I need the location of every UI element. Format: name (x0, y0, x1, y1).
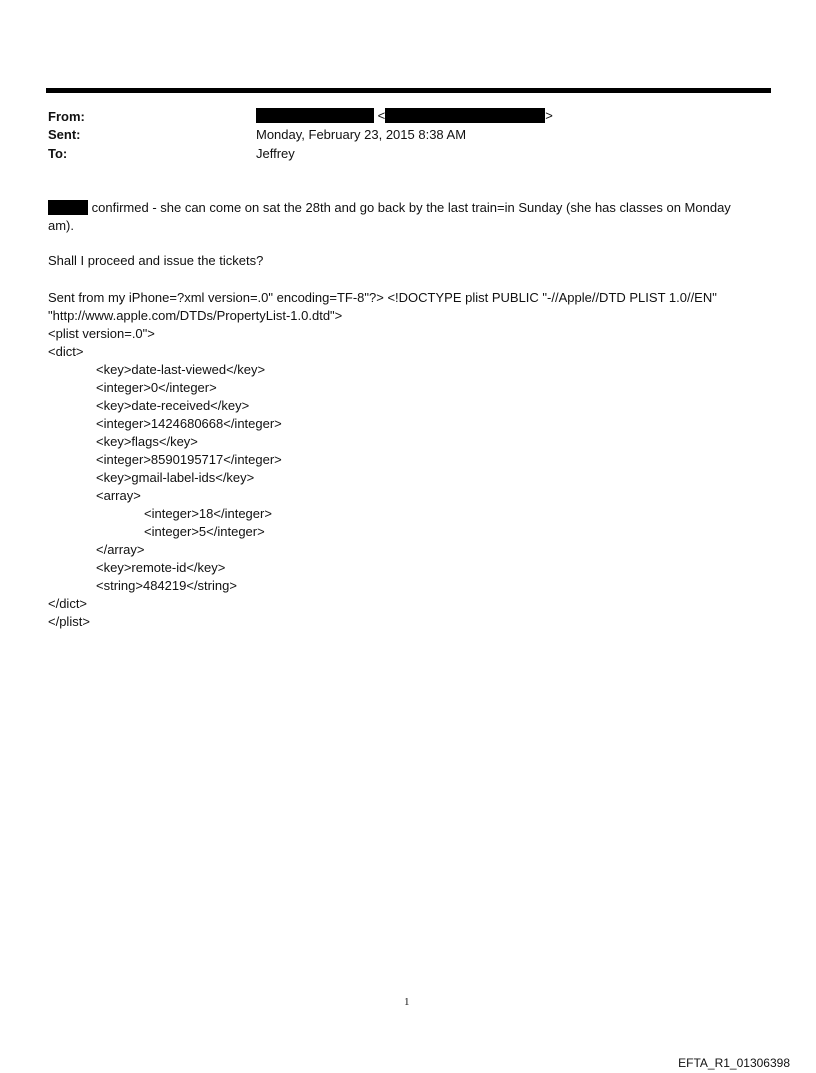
from-lt: < (377, 108, 386, 123)
sent-from-line-1: Sent from my iPhone=?xml version=.0" encoding=TF-8"?> <!DOCTYPE plist PUBLIC "-//Apple//DTD PLIST 1.0//EN" (48, 290, 717, 305)
sent-label: Sent: (48, 127, 81, 142)
plist-close: </plist> (48, 614, 90, 629)
plist-key: <key>date-received</key> (96, 398, 250, 413)
to-value: Jeffrey (256, 146, 295, 161)
array-open: <array> (96, 488, 141, 503)
dict-open: <dict> (48, 344, 84, 359)
from-value (256, 108, 553, 123)
plist-value: <integer>0</integer> (96, 380, 217, 395)
plist-value: <integer>8590195717</integer> (96, 452, 282, 467)
message-line-1-text: confirmed - she can come on sat the 28th and go back by the last train=in Sunday (she has classes on Monday (91, 200, 731, 215)
plist-key: <key>date-last-viewed</key> (96, 362, 266, 377)
page-number: 1 (404, 996, 410, 1008)
header-rule (46, 88, 771, 93)
plist-value: <string>484219</string> (96, 578, 237, 593)
array-item: <integer>18</integer> (144, 506, 272, 521)
from-label: From: (48, 109, 85, 124)
document-id: EFTA_R1_01306398 (678, 1056, 790, 1070)
to-label: To: (48, 146, 68, 161)
message-line-2: am). (48, 218, 74, 233)
array-item: <integer>5</integer> (144, 524, 265, 539)
sent-value: Monday, February 23, 2015 8:38 AM (256, 127, 467, 142)
array-close: </array> (96, 542, 145, 557)
redacted-sender-name (256, 108, 374, 123)
redacted-sender-email (385, 108, 545, 123)
message-question: Shall I proceed and issue the tickets? (48, 253, 264, 268)
sent-from-line-2: "http://www.apple.com/DTDs/PropertyList-1.0.dtd"> (48, 308, 343, 323)
message-line-1 (48, 199, 768, 217)
redacted-name (48, 200, 88, 215)
plist-value: <integer>1424680668</integer> (96, 416, 282, 431)
plist-open: <plist version=.0"> (48, 326, 155, 341)
dict-close: </dict> (48, 596, 88, 611)
plist-key: <key>gmail-label-ids</key> (96, 470, 255, 485)
from-gt: > (545, 108, 553, 123)
plist-key: <key>remote-id</key> (96, 560, 226, 575)
plist-key: <key>flags</key> (96, 434, 198, 449)
